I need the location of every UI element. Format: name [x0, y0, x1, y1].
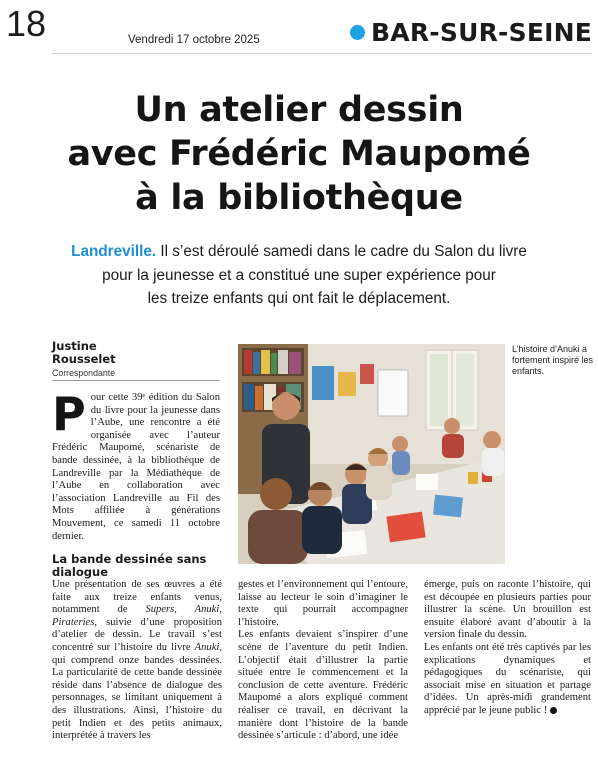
- author-role: Correspondante: [52, 368, 116, 378]
- drop-cap: P: [52, 387, 86, 441]
- section-label: [350, 18, 592, 47]
- end-mark-icon: [550, 707, 557, 714]
- col1-book-titles: Supers, Anuki, Pirateries: [52, 604, 222, 628]
- standfirst-line-1: [40, 240, 558, 264]
- intro-text: our cette 39ᵉ édition du Salon du livre pour la jeunesse dans l’Aube, une rencontre a été organisée avec l’auteur Frédéric Maupomé, scénariste de bande dessinée, à la bibliothèque de Landreville par la Médiathèque de l’Aube en collaboration avec l’association Landreville au Fil des Mots affiliée à générations Mouvement, ce samedi 11 octobre dernier.: [52, 392, 220, 542]
- article-subhead: La bande dessinée sans dialogue: [52, 552, 207, 579]
- col1-text-b: , suivie d’une proposition d’atelier de dessin. Le travail s’est concentré sur l’histoire du livre: [52, 616, 222, 653]
- photo-caption: L’histoire d’Anuki a fortement inspiré les enfants.: [512, 344, 594, 376]
- standfirst-line-2: pour la jeunesse et a constitué une super expérience pour: [102, 266, 496, 284]
- standfirst-line-3: les treize enfants qui ont fait le déplacement.: [147, 290, 451, 307]
- col3-paragraph-1: émerge, puis on raconte l’histoire, qui est découpée en plusieurs parties pour illustrer la scène. Un brouillon est ensuite élaboré avant d’aboutir à la version finale du dessin.: [424, 579, 591, 641]
- col2-paragraph-2: Les enfants devaient s’inspirer d’une scène de l’aventure du petit Indien. L’objectif était d’illustrer la partie située entre le commencement et la conclusion de cette aventure. Frédéric Maupomé a alors expliqué comment réaliser ce travail, en décrivant la manière dont l’histoire de la bande dessinée s’articule : d’abord, une idée: [238, 629, 408, 742]
- headline: [30, 88, 568, 220]
- col1-text-c: , qui comprend onze bandes dessinées. La particularité de cette bande dessinée réside dans l’absence de dialogue des personnages, se limitant uniquement à des illustrations. Ainsi, l’histoire du petit Indien et des petits animaux, interprétée à travers les: [52, 641, 222, 742]
- col1-book-anuki: Anuki: [194, 641, 220, 653]
- issue-date: Vendredi 17 octobre 2025: [128, 34, 260, 46]
- header-divider: [52, 53, 592, 54]
- author-last-name: Rousselet: [52, 352, 116, 366]
- author-first-name: Justine: [52, 339, 97, 353]
- byline: [52, 340, 116, 378]
- article-column-3: [424, 579, 591, 718]
- headline-line-3: à la bibliothèque: [135, 178, 463, 218]
- headline-line-1: Un atelier dessin: [134, 90, 464, 130]
- article-photo: [238, 344, 505, 564]
- col2-paragraph-1: gestes et l’environnement qui l’entoure, laisse au lecteur le soin d’imaginer le texte qui pourrait accompagner l’histoire.: [238, 579, 408, 628]
- article-column-2: [238, 579, 408, 743]
- byline-divider: [52, 380, 220, 381]
- col3-paragraph-2: [424, 642, 591, 718]
- standfirst: [40, 240, 558, 311]
- col1-text-a: Une présentation de ses œuvres a été faite aux treize enfants venus, notamment de: [52, 579, 222, 616]
- workshop-photo-illustration: [238, 344, 505, 564]
- article-column-1: [52, 579, 222, 743]
- section-name: BAR-SUR-SEINE: [371, 18, 592, 47]
- page-number: 18: [6, 3, 47, 44]
- article-intro: [52, 387, 220, 543]
- headline-line-2: avec Frédéric Maupomé: [67, 134, 531, 174]
- standfirst-text-1: Il s’est déroulé samedi dans le cadre du Salon du livre: [156, 243, 527, 260]
- dateline-place: Landreville.: [71, 243, 157, 260]
- section-dot-icon: [350, 25, 365, 40]
- col3-paragraph-2-text: Les enfants ont été très captivés par les explications dynamiques et pédagogiques du scénariste, qui associait mise en situation et partage d’idées. Un après-midi grandement apprécié par le jeune public !: [424, 641, 591, 716]
